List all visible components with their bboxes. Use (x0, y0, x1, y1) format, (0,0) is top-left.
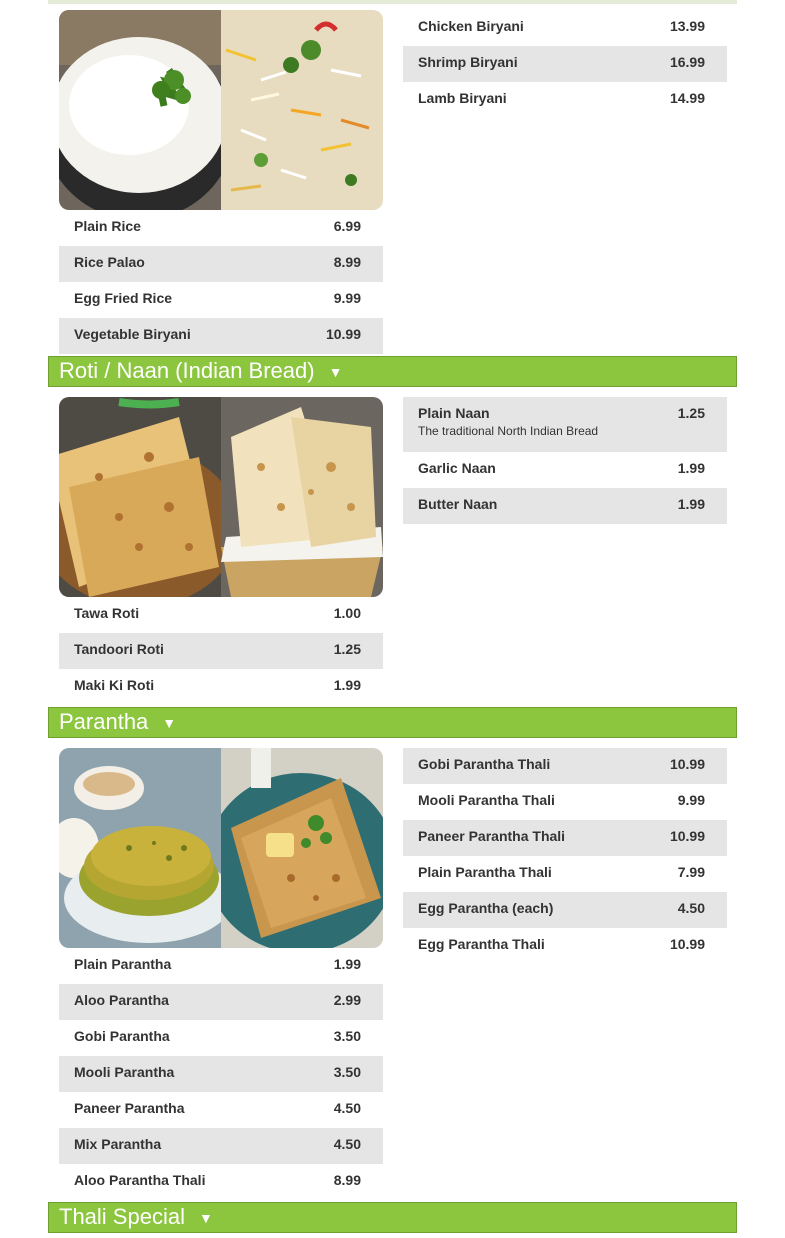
menu-item[interactable] (59, 1020, 383, 1056)
menu-item-name: Egg Fried Rice (74, 290, 173, 306)
menu-item-price: 1.25 (333, 641, 361, 657)
menu-item[interactable] (59, 1164, 383, 1200)
section-header-parantha[interactable] (48, 707, 737, 738)
menu-item-price: 16.99 (669, 54, 705, 70)
menu-item[interactable] (403, 748, 727, 784)
menu-item-name: Plain Naan (418, 405, 490, 421)
menu-item[interactable] (59, 318, 383, 354)
menu-item[interactable] (403, 397, 727, 452)
menu-item-name: Gobi Parantha (74, 1028, 170, 1044)
menu-item[interactable] (59, 1092, 383, 1128)
menu-item-description: The traditional North Indian Bread (418, 424, 599, 438)
menu-item-price: 7.99 (677, 864, 705, 880)
menu-item-name: Egg Parantha Thali (418, 936, 545, 952)
menu-item-name: Aloo Parantha (74, 992, 169, 1008)
menu-item-name: Mooli Parantha Thali (418, 792, 555, 808)
parantha-photo (59, 748, 383, 948)
menu-item[interactable] (59, 984, 383, 1020)
menu-item-price: 2.99 (333, 992, 361, 1008)
menu-item-price: 4.50 (333, 1136, 361, 1152)
menu-item-name: Mix Parantha (74, 1136, 162, 1152)
menu-item[interactable] (403, 82, 727, 118)
menu-item-name: Plain Parantha (74, 956, 172, 972)
menu-item[interactable] (59, 597, 383, 633)
menu-item-price: 1.25 (677, 405, 705, 421)
menu-item[interactable] (59, 1128, 383, 1164)
menu-item-price: 9.99 (677, 792, 705, 808)
menu-item[interactable] (403, 452, 727, 488)
menu-item-price: 13.99 (669, 18, 705, 34)
menu-item-name: Maki Ki Roti (74, 677, 155, 693)
menu-item[interactable] (403, 892, 727, 928)
section-header-roti[interactable] (48, 356, 737, 387)
menu-item-price: 1.99 (677, 496, 705, 512)
aloo-parantha-image (221, 748, 383, 948)
menu-item[interactable] (403, 46, 727, 82)
menu-item-price: 1.99 (333, 956, 361, 972)
section-header-thali[interactable] (48, 1202, 737, 1233)
naan-basket-image (59, 397, 221, 597)
section-title-parantha: Parantha (59, 709, 149, 734)
menu-item-price: 4.50 (333, 1100, 361, 1116)
expand-chevron-icon: ▼ (328, 364, 343, 381)
menu-item-price: 1.00 (333, 605, 361, 621)
menu-item-name: Garlic Naan (418, 460, 496, 476)
methi-parantha-image (59, 748, 221, 948)
menu-item-name: Mooli Parantha (74, 1064, 175, 1080)
menu-item-name: Gobi Parantha Thali (418, 756, 551, 772)
menu-item-name: Chicken Biryani (418, 18, 524, 34)
expand-chevron-icon: ▼ (198, 1210, 213, 1227)
menu-item-name: Rice Palao (74, 254, 145, 270)
menu-item-price: 10.99 (325, 326, 361, 342)
menu-item-name: Aloo Parantha Thali (74, 1172, 206, 1188)
menu-item-price: 8.99 (333, 1172, 361, 1188)
menu-item-price: 8.99 (333, 254, 361, 270)
rice-photo (59, 10, 383, 210)
menu-item-name: Vegetable Biryani (74, 326, 191, 342)
menu-item-name: Paneer Parantha Thali (418, 828, 566, 844)
menu-item-name: Tandoori Roti (74, 641, 164, 657)
menu-item-name: Shrimp Biryani (418, 54, 518, 70)
menu-item[interactable] (403, 784, 727, 820)
menu-item[interactable] (59, 246, 383, 282)
menu-item-name: Egg Parantha (each) (418, 900, 554, 916)
menu-item-name: Paneer Parantha (74, 1100, 185, 1116)
expand-chevron-icon: ▼ (162, 715, 177, 732)
naan-bowl-image (221, 397, 383, 597)
menu-item-name: Plain Rice (74, 218, 141, 234)
menu-item-price: 1.99 (333, 677, 361, 693)
plain-rice-image (59, 10, 221, 210)
menu-item-name: Butter Naan (418, 496, 498, 512)
menu-item[interactable] (59, 633, 383, 669)
menu-item[interactable] (403, 928, 727, 964)
menu-item-price: 10.99 (669, 828, 705, 844)
menu-item[interactable] (59, 948, 383, 984)
menu-item[interactable] (403, 10, 727, 46)
top-divider (48, 0, 737, 4)
menu-item-price: 3.50 (333, 1028, 361, 1044)
menu-item[interactable] (59, 669, 383, 705)
menu-item[interactable] (403, 820, 727, 856)
menu-item[interactable] (59, 210, 383, 246)
section-title-thali: Thali Special (59, 1204, 185, 1229)
menu-item-price: 9.99 (333, 290, 361, 306)
menu-item-name: Lamb Biryani (418, 90, 507, 106)
menu-item-price: 10.99 (669, 936, 705, 952)
menu-item-price: 4.50 (677, 900, 705, 916)
biryani-image (221, 10, 383, 210)
menu-item[interactable] (59, 1056, 383, 1092)
menu-item[interactable] (403, 488, 727, 524)
menu-item-name: Tawa Roti (74, 605, 140, 621)
roti-photo (59, 397, 383, 597)
menu-item-name: Plain Parantha Thali (418, 864, 552, 880)
menu-item-price: 10.99 (669, 756, 705, 772)
section-title-roti: Roti / Naan (Indian Bread) (59, 358, 315, 383)
menu-item[interactable] (59, 282, 383, 318)
menu-item-price: 14.99 (669, 90, 705, 106)
menu-item-price: 3.50 (333, 1064, 361, 1080)
menu-item-price: 1.99 (677, 460, 705, 476)
menu-item-price: 6.99 (333, 218, 361, 234)
menu-item[interactable] (403, 856, 727, 892)
